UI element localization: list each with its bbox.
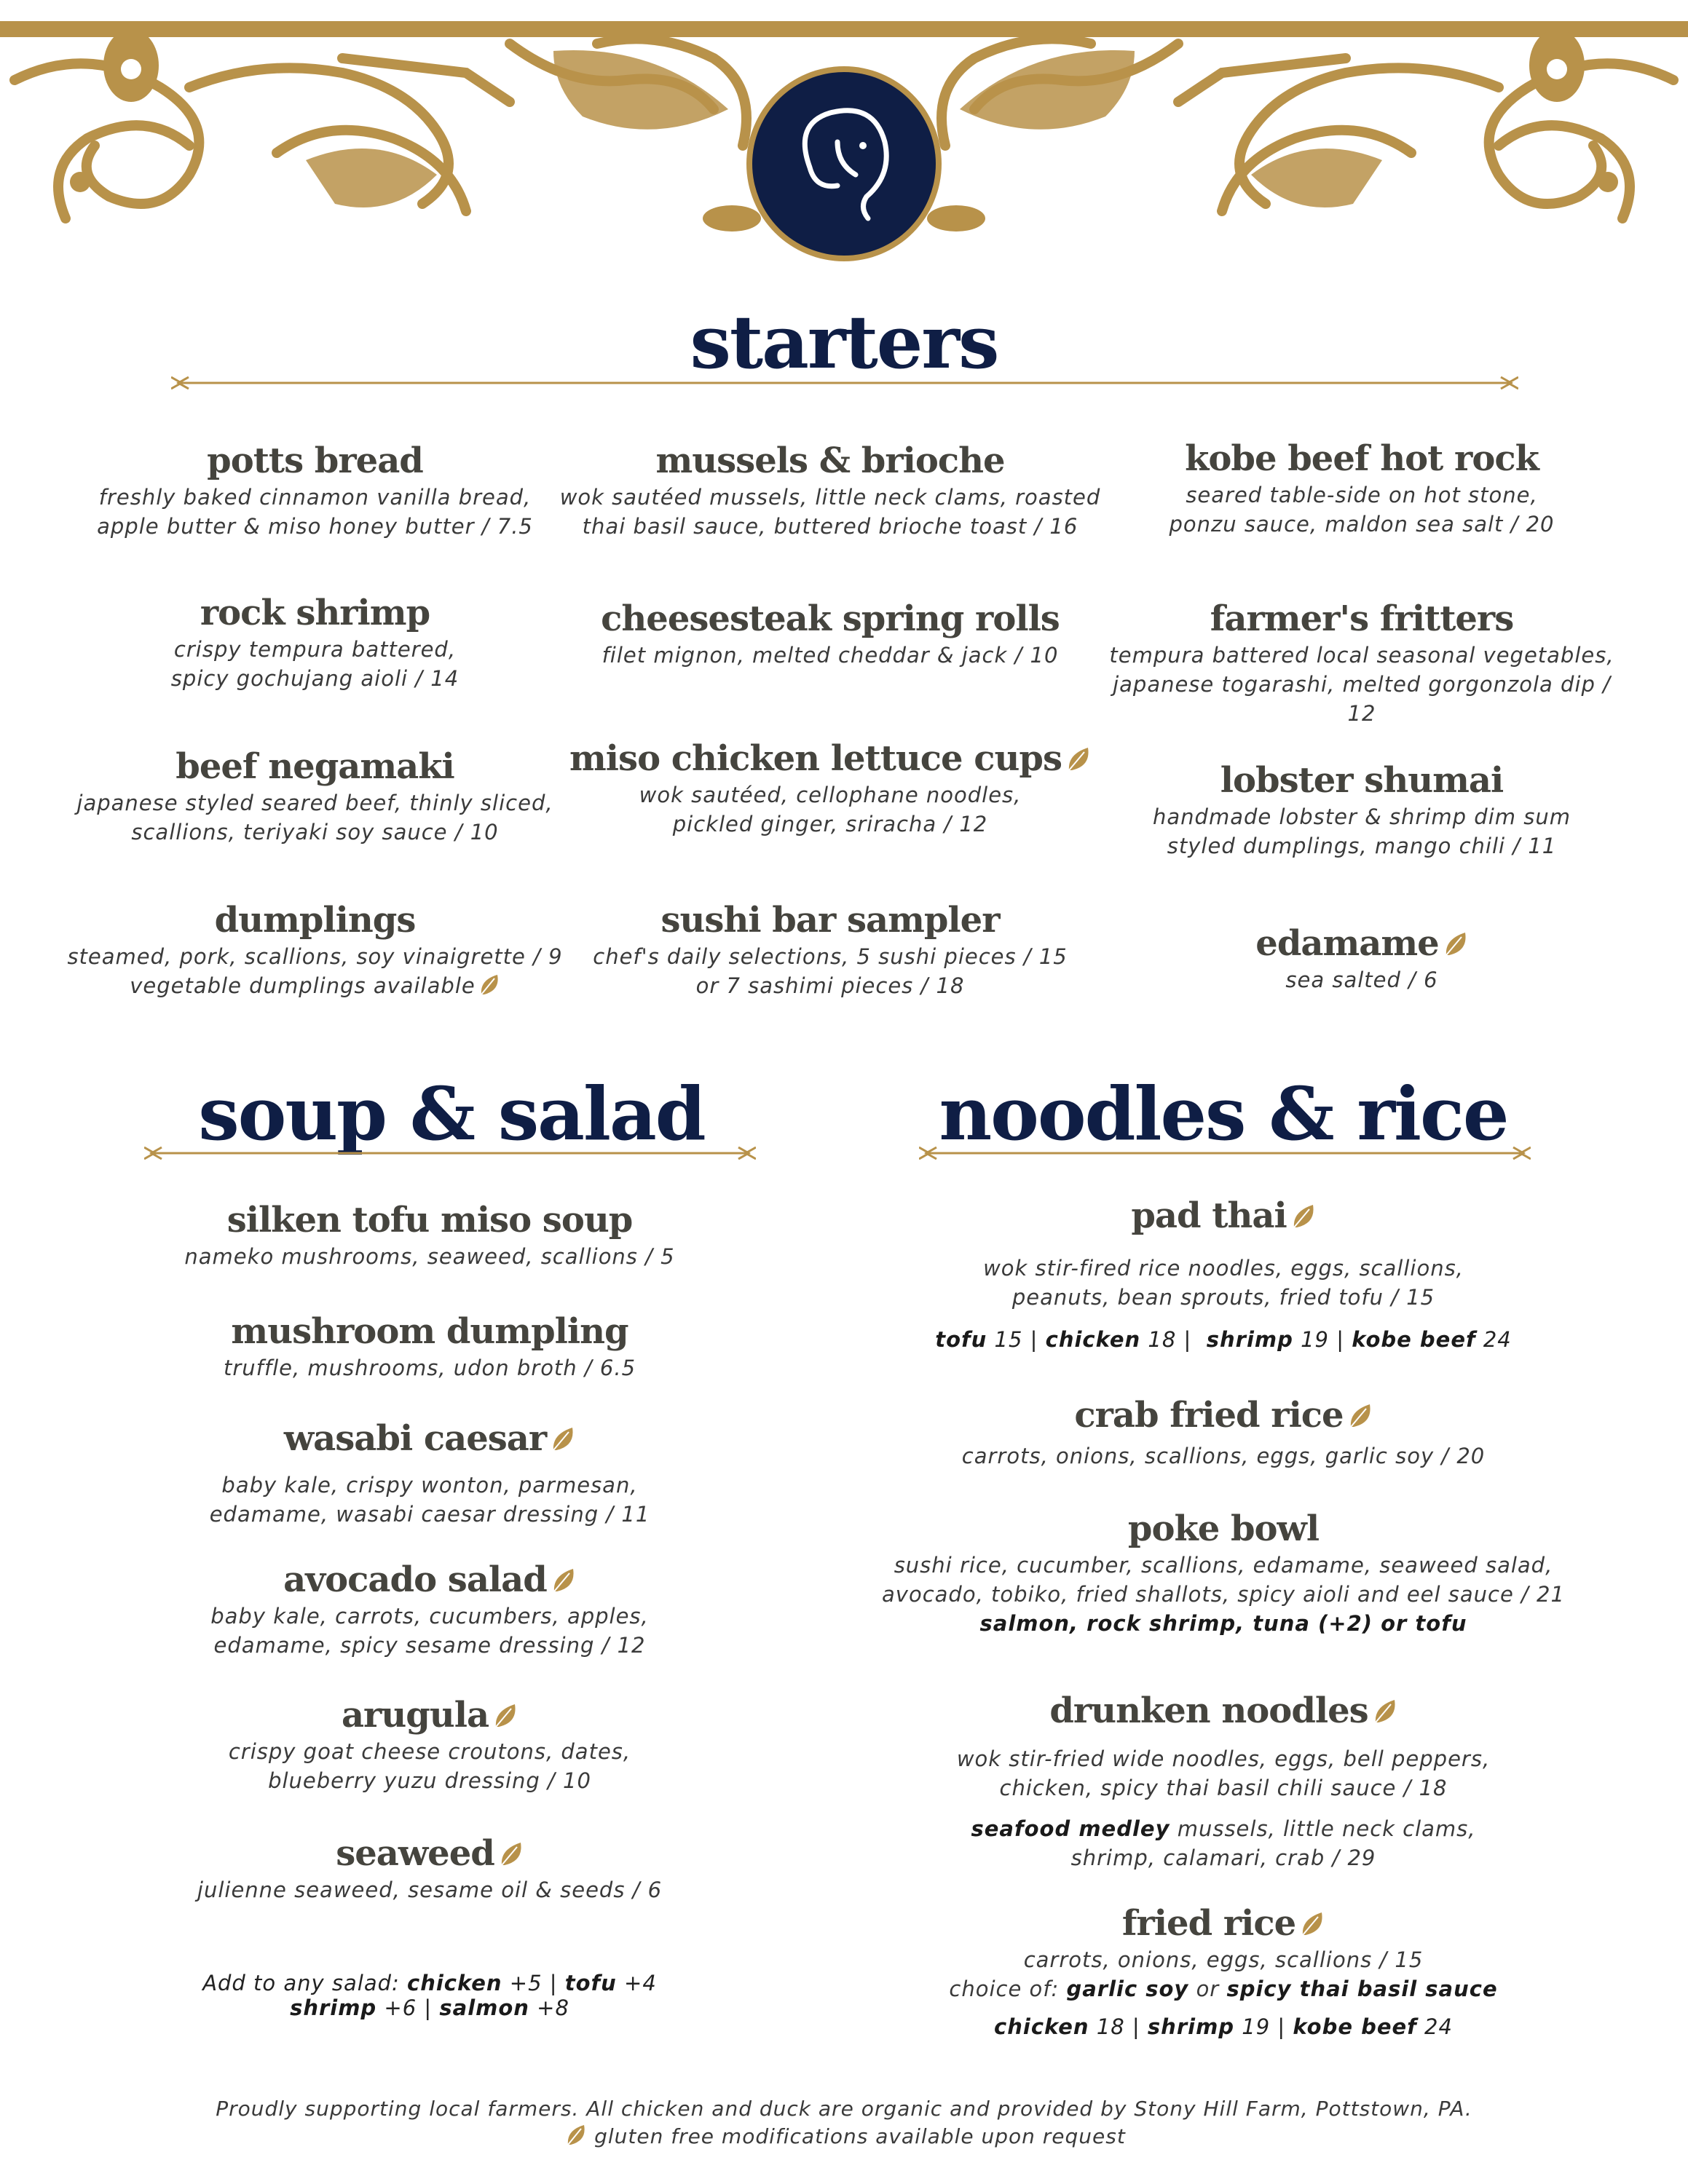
leaf-icon xyxy=(1373,1698,1397,1725)
item-name: miso chicken lettuce cups xyxy=(569,738,1062,779)
desc-line: apple butter & miso honey butter / 7.5 xyxy=(97,514,533,539)
desc-line: tempura battered local seasonal vegetables, xyxy=(1109,643,1614,668)
desc-line: carrots, onions, scallions, eggs, garlic soy / 20 xyxy=(961,1444,1486,1468)
choice-option: spicy thai basil sauce xyxy=(1226,1977,1498,2001)
desc-text: vegetable dumplings available xyxy=(130,973,476,998)
item-description xyxy=(859,1254,1588,1312)
item-description xyxy=(58,483,572,541)
item-description xyxy=(1100,802,1624,860)
option-price: 18 | xyxy=(1096,2014,1140,2039)
item-description xyxy=(553,483,1107,541)
menu-item xyxy=(553,597,1107,670)
item-name: arugula xyxy=(341,1695,489,1736)
addon-prefix: Add to any salad: xyxy=(202,1971,400,1995)
leaf-icon xyxy=(565,2123,587,2148)
item-description xyxy=(58,635,572,693)
item-name: seaweed xyxy=(336,1833,494,1874)
item-description xyxy=(138,1737,721,1795)
item-name: sushi bar sampler xyxy=(660,900,1000,941)
leaf-icon xyxy=(499,1840,524,1868)
addon-name: salmon xyxy=(439,1995,529,2020)
desc-line: edamame, wasabi caesar dressing / 11 xyxy=(209,1502,650,1527)
addon-price: +6 | xyxy=(384,1995,433,2020)
option-name: kobe beef xyxy=(1352,1327,1476,1352)
item-description xyxy=(138,1602,721,1660)
menu-item xyxy=(845,1507,1602,1638)
leaf-icon xyxy=(1348,1402,1373,1430)
menu-item xyxy=(138,1417,721,1529)
item-name: mushroom dumpling xyxy=(231,1311,628,1352)
leaf-icon xyxy=(1443,930,1468,958)
desc-line: baby kale, carrots, cucumbers, apples, xyxy=(210,1604,649,1629)
item-name-with-leaf xyxy=(138,1417,721,1460)
option-name: shrimp xyxy=(1147,2014,1235,2039)
desc-line: wok stir-fired rice noodles, eggs, scallions, xyxy=(983,1256,1464,1281)
item-description xyxy=(859,1945,1588,2003)
menu-item xyxy=(58,898,572,1000)
menu-item xyxy=(859,1902,1588,2041)
addon-name: chicken xyxy=(407,1971,502,1995)
footer xyxy=(0,2095,1688,2151)
menu-item xyxy=(1100,597,1624,728)
item-name-with-leaf xyxy=(1100,922,1624,965)
item-name-with-leaf xyxy=(553,737,1107,780)
addon-price: +4 xyxy=(624,1971,657,1995)
item-name: lobster shumai xyxy=(1220,760,1504,801)
item-description xyxy=(1100,965,1624,994)
leaf-icon xyxy=(1300,1910,1325,1938)
desc-line: carrots, onions, eggs, scallions / 15 xyxy=(1023,1947,1424,1972)
option-price: 18 | xyxy=(1148,1327,1192,1352)
item-name: drunken noodles xyxy=(1049,1690,1368,1731)
protein-options xyxy=(859,2012,1588,2041)
leaf-icon xyxy=(551,1567,576,1594)
item-name: silken tofu miso soup xyxy=(226,1200,633,1241)
option-name: kobe beef xyxy=(1293,2014,1417,2039)
menu-item xyxy=(138,1558,721,1660)
leaf-icon xyxy=(478,973,500,997)
item-description xyxy=(58,942,572,1000)
noodles-rice-heading: noodles & rice xyxy=(939,1071,1508,1157)
option-price: 24 xyxy=(1424,2014,1453,2039)
addon-name: tofu xyxy=(564,1971,617,1995)
item-name-with-leaf xyxy=(859,1902,1588,1945)
item-name: avocado salad xyxy=(283,1559,547,1600)
item-name: potts bread xyxy=(207,440,423,481)
item-name-with-leaf xyxy=(859,1393,1588,1437)
item-name: pad thai xyxy=(1131,1195,1287,1236)
choice-or: or xyxy=(1196,1977,1220,2001)
desc-line: wok sautéed, cellophane noodles, xyxy=(639,783,1022,807)
protein-choice: salmon, rock shrimp, tuna (+2) or tofu xyxy=(979,1611,1467,1636)
desc-line: edamame, spicy sesame dressing / 12 xyxy=(213,1633,646,1658)
menu-item xyxy=(859,1194,1588,1354)
addon-name: shrimp xyxy=(290,1995,377,2020)
desc-line: ponzu sauce, maldon sea salt / 20 xyxy=(1169,512,1555,537)
item-name-with-leaf xyxy=(859,1689,1588,1733)
item-description xyxy=(138,1353,721,1382)
item-description xyxy=(1100,641,1624,728)
item-name: beef negamaki xyxy=(175,746,454,787)
elephant-logo xyxy=(746,66,942,261)
menu-item xyxy=(1100,759,1624,860)
item-name: poke bowl xyxy=(1127,1508,1320,1549)
item-description xyxy=(859,1441,1588,1471)
soup-salad-heading: soup & salad xyxy=(198,1071,705,1157)
option-name: tofu xyxy=(935,1327,987,1352)
option-name: chicken xyxy=(994,2014,1089,2039)
header-ornament xyxy=(0,0,1688,269)
option-price: 19 | xyxy=(1301,1327,1344,1352)
desc-line: wok stir-fried wide noodles, eggs, bell peppers, xyxy=(956,1746,1491,1771)
item-name: mussels & brioche xyxy=(655,440,1005,481)
desc-line: japanese styled seared beef, thinly sliced, xyxy=(76,791,553,815)
desc-line: julienne seaweed, sesame oil & seeds / 6 xyxy=(197,1878,663,1902)
item-name: dumplings xyxy=(214,900,416,941)
leaf-icon xyxy=(1291,1203,1316,1230)
menu-item xyxy=(553,737,1107,839)
menu-item xyxy=(1100,437,1624,539)
option-name: seafood medley xyxy=(971,1816,1170,1841)
menu-item xyxy=(859,1689,1588,1872)
item-description xyxy=(859,1744,1588,1803)
desc-line: nameko mushrooms, seaweed, scallions / 5 xyxy=(184,1244,675,1269)
menu-item xyxy=(58,439,572,541)
menu-item xyxy=(138,1198,721,1271)
desc-line: truffle, mushrooms, udon broth / 6.5 xyxy=(223,1356,636,1380)
desc-line: freshly baked cinnamon vanilla bread, xyxy=(98,485,532,510)
addon-text xyxy=(138,1969,721,2022)
option-price: 15 | xyxy=(994,1327,1038,1352)
soup-salad-divider xyxy=(144,1146,756,1160)
desc-line: crispy tempura battered, xyxy=(173,637,457,662)
desc-line: wok sautéed mussels, little neck clams, roasted xyxy=(559,485,1101,510)
item-description xyxy=(553,780,1107,839)
desc-line: avocado, tobiko, fried shallots, spicy aioli and eel sauce / 21 xyxy=(882,1582,1565,1607)
desc-line: sea salted / 6 xyxy=(1285,968,1438,992)
noodles-rice-divider xyxy=(919,1146,1531,1160)
menu-item xyxy=(859,1393,1588,1471)
addon-price: +8 xyxy=(537,1995,569,2020)
desc-line: peanuts, bean sprouts, fried tofu / 15 xyxy=(1011,1285,1435,1310)
item-description xyxy=(138,1242,721,1271)
item-name: fried rice xyxy=(1121,1903,1296,1944)
desc-line xyxy=(859,1974,1588,2003)
item-name-with-leaf xyxy=(859,1194,1588,1238)
item-name: wasabi caesar xyxy=(283,1418,547,1459)
item-name: rock shrimp xyxy=(200,593,430,633)
menu-item xyxy=(553,439,1107,541)
gluten-free-text: gluten free modifications available upon request xyxy=(594,2124,1126,2148)
desc-line: scallions, teriyaki soy sauce / 10 xyxy=(131,820,499,844)
item-name: farmer's fritters xyxy=(1210,598,1514,639)
desc-line: seared table-side on hot stone, xyxy=(1186,483,1538,507)
salad-addons xyxy=(138,1969,721,2022)
desc-line: blueberry yuzu dressing / 10 xyxy=(268,1768,591,1793)
desc-line: filet mignon, melted cheddar & jack / 10 xyxy=(602,643,1059,668)
starters-heading: starters xyxy=(690,299,998,385)
desc-line xyxy=(859,1814,1588,1843)
desc-line: spicy gochujang aioli / 14 xyxy=(170,666,460,691)
footer-gluten-note xyxy=(0,2123,1688,2151)
option-price: 24 xyxy=(1483,1327,1512,1352)
desc-line: thai basil sauce, buttered brioche toast / 16 xyxy=(582,514,1078,539)
desc-line: or 7 sashimi pieces / 18 xyxy=(695,973,965,998)
desc-line: steamed, pork, scallions, soy vinaigrette / 9 xyxy=(67,944,563,969)
menu-item xyxy=(138,1693,721,1795)
desc-line: sushi rice, cucumber, scallions, edamame, seaweed salad, xyxy=(894,1553,1553,1578)
item-description xyxy=(58,788,572,847)
item-description xyxy=(1100,480,1624,539)
seafood-medley-option xyxy=(859,1814,1588,1872)
option-price: 19 | xyxy=(1242,2014,1286,2039)
leaf-icon xyxy=(1066,745,1091,773)
item-name-with-leaf xyxy=(138,1832,721,1875)
desc-line: styled dumplings, mango chili / 11 xyxy=(1167,834,1557,858)
desc-line: shrimp, calamari, crab / 29 xyxy=(1070,1845,1376,1870)
menu-item xyxy=(138,1832,721,1904)
starters-divider xyxy=(171,376,1518,390)
option-name: shrimp xyxy=(1206,1327,1293,1352)
choice-option: garlic soy xyxy=(1066,1977,1189,2001)
item-name: edamame xyxy=(1255,923,1439,964)
footer-note: Proudly supporting local farmers. All chicken and duck are organic and provided by Stony Hill Farm, Pottstown, PA. xyxy=(216,2097,1472,2121)
addon-line-2 xyxy=(138,1993,721,2022)
desc-line: pickled ginger, sriracha / 12 xyxy=(672,812,988,836)
leaf-icon xyxy=(493,1702,518,1730)
option-name: chicken xyxy=(1045,1327,1141,1352)
menu-item xyxy=(1100,922,1624,994)
desc-line: crispy goat cheese croutons, dates, xyxy=(228,1739,631,1764)
desc-line: baby kale, crispy wonton, parmesan, xyxy=(221,1473,638,1497)
desc-line: handmade lobster & shrimp dim sum xyxy=(1153,804,1571,829)
gold-scroll-ornament xyxy=(0,0,1688,269)
desc-line: japanese togarashi, melted gorgonzola dip / 12 xyxy=(1113,672,1611,726)
menu-item xyxy=(58,745,572,847)
menu-item xyxy=(58,591,572,693)
item-description xyxy=(553,641,1107,670)
item-name-with-leaf xyxy=(138,1693,721,1737)
choice-prefix: choice of: xyxy=(949,1977,1060,2001)
item-name: cheesesteak spring rolls xyxy=(601,598,1060,639)
item-description xyxy=(138,1471,721,1529)
leaf-icon xyxy=(551,1425,575,1453)
item-name: crab fried rice xyxy=(1074,1395,1344,1436)
item-name-with-leaf xyxy=(138,1558,721,1602)
option-detail: mussels, little neck clams, xyxy=(1177,1816,1476,1841)
desc-line: chef's daily selections, 5 sushi pieces / 15 xyxy=(593,944,1068,969)
menu-item xyxy=(138,1310,721,1382)
item-description xyxy=(845,1551,1602,1638)
item-description xyxy=(138,1875,721,1904)
item-description xyxy=(553,942,1107,1000)
item-name: kobe beef hot rock xyxy=(1185,438,1539,479)
protein-options xyxy=(859,1325,1588,1354)
desc-line xyxy=(58,971,572,1000)
menu-item xyxy=(553,898,1107,1000)
addon-price: +5 | xyxy=(509,1971,558,1995)
desc-line: chicken, spicy thai basil chili sauce / 18 xyxy=(999,1776,1448,1800)
